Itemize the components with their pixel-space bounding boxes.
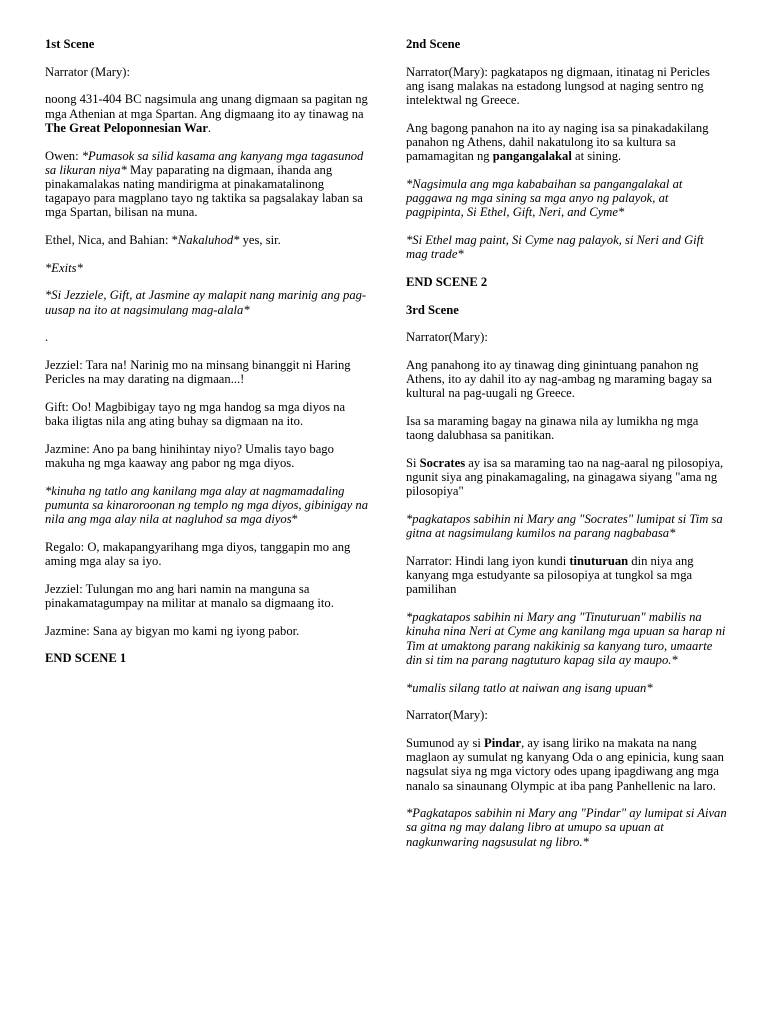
- bold-text: tinuturuan: [569, 554, 629, 569]
- paragraph: Regalo: O, makapangyarihang mga diyos, tanggapin mo ang aming mga alay sa iyo.: [45, 539, 351, 569]
- bold-text: pangangalakal: [492, 149, 572, 164]
- text-span: ay isa sa maraming tao na nag-aaral ng pilosopiya, ngunit siya ang pinakamagaling, na ginagawa siyang "ama ng pilosopiya": [406, 456, 724, 499]
- stage-direction: [406, 610, 728, 667]
- text-span: noong 431-404 BC nagsimula ang unang digmaan sa pagitan ng mga Athenian at mga Spartan. Ang digmaang ito ay tinawag na: [45, 92, 368, 121]
- italic-text: *kinuha ng tatlo ang kanilang mga alay at nagmamadaling pumunta sa kinaroroonan ng templo ng mga diyos, gibinigay na nila ang mga alay nila at nagluhod sa mga diyos: [45, 483, 368, 527]
- paragraph: Jazmine: Ano pa bang hinihintay niyo? Umalis tayo bago makuha ng mga kaaway ang pabor ng mga diyos.: [45, 441, 334, 471]
- text-span: Owen:: [45, 148, 82, 163]
- narrator-heading: Narrator (Mary):: [45, 64, 130, 79]
- italic-text: *umalis silang tatlo at naiwan ang isang upuan*: [406, 680, 653, 695]
- italic-text: *Si Jezziele, Gift, at Jasmine ay malapit nang marinig ang pag-uusap na ito at nagsimulang mag-alala*: [45, 288, 367, 317]
- text-span: at sining.: [571, 149, 622, 164]
- italic-text: *Si Ethel mag paint, Si Cyme nag palayok, si Neri and Gift mag trade*: [406, 233, 704, 262]
- paragraph: [406, 736, 728, 793]
- paragraph: Ang panahong ito ay tinawag ding ginintuang panahon ng Athens, ito ay dahil ito ay nag-ambag ng maraming bagay sa kultural na pag-uugali ng Greece.: [406, 358, 713, 401]
- text-span: .: [207, 120, 212, 135]
- scene-1-title: [45, 37, 368, 51]
- scene-3-title: [406, 303, 728, 317]
- stage-direction: [45, 484, 368, 527]
- paragraph: Isa sa maraming bagay na ginawa nila ay lumikha ng mga taong dalubhasa sa panitikan.: [406, 414, 699, 443]
- italic-text: Nakaluhod*: [177, 233, 240, 248]
- text-span: Ang bagong panahon na ito ay naging isa sa pinakadakilang panahon ng Athens, dahil nakatulong ito sa kultura sa pamamagitan ng: [406, 120, 709, 164]
- italic-text: *pagkatapos sabihin ni Mary ang "Socrates" lumipat si Tim sa gitna at nagsimulang kumilos na parang nagbabasa*: [406, 512, 723, 541]
- paragraph: [406, 554, 728, 597]
- stage-direction: [406, 681, 728, 695]
- bold-text: Pindar: [484, 735, 522, 750]
- paragraph: [406, 121, 728, 164]
- italic-text: *pagkatapos sabihin ni Mary ang "Tinuturuan" mabilis na kinuha nina Neri at Cyme ang kanilang mga upuan sa harap ni Tim at umaktong parang nakikinig sa kanyang turo, umaarte din si tim na parang nagtuturo kapag sila ay maupo.*: [406, 610, 726, 667]
- text-span: May paparating na digmaan, ihanda ang pinakamalakas nating mandirigma at pinakamatalinong tagapayo para magplano tayo ng taktika sa pagsalakay laban sa mga Spartan, bilisan na muna.: [45, 162, 363, 220]
- bold-text: END SCENE 2: [406, 274, 488, 289]
- paragraph: [45, 92, 368, 135]
- text-span: *: [291, 512, 298, 527]
- paragraph: [45, 149, 368, 220]
- bold-text: The Great Peloponnesian War: [45, 120, 208, 135]
- narrator-heading: Narrator(Mary):: [406, 708, 488, 723]
- text-span: , ay isang liriko na makata na nang maglaon ay sumulat ng kanyang Oda o ang epinicia, kung saan nagsulat siya ng mga victory odes upang ipagdiwang ang mga nanalo sa sinaunang Olympic at iba pang Panhellenic na laro.: [406, 735, 724, 793]
- italic-text: *Nagsimula ang mga kababaihan sa pangangalakal at paggawa ng mga sining sa mga anyo ng palayok, at pagpipinta, Si Ethel, Gift, Neri, and Cyme*: [406, 176, 683, 220]
- stage-direction: [45, 261, 368, 275]
- italic-text: *Exits*: [45, 260, 83, 275]
- stage-direction: [406, 512, 728, 540]
- italic-text: *Pumasok sa silid kasama ang kanyang mga tagasunod sa likuran niya*: [45, 148, 364, 177]
- end-scene-2: [406, 275, 728, 289]
- paragraph: Jezziel: Tara na! Narinig mo na minsang binanggit ni Haring Pericles na may darating na digmaan...!: [45, 358, 351, 387]
- right-column: [406, 37, 728, 862]
- narrator-heading: Narrator(Mary):: [406, 330, 488, 345]
- paragraph: Gift: Oo! Magbibigay tayo ng mga handog sa mga diyos na baka iligtas nila ang ating buhay sa digmaan na ito.: [45, 399, 346, 429]
- paragraph: .: [45, 330, 49, 345]
- stage-direction: [406, 233, 728, 261]
- scene-title-text: 2nd Scene: [406, 37, 461, 51]
- bold-text: END SCENE 1: [45, 651, 127, 666]
- scene-title-text: 3rd Scene: [406, 302, 459, 317]
- paragraph: [406, 456, 728, 499]
- paragraph: Jezziel: Tulungan mo ang hari namin na manguna sa pinakamatagumpay na militar at manalo sa digmaang ito.: [45, 581, 334, 610]
- scene-title-text: 1st Scene: [45, 37, 95, 51]
- paragraph: Narrator(Mary): pagkatapos ng digmaan, itinatag ni Pericles ang isang malakas na estadong lungsod at naging sentro ng intelektwal ng Greece.: [406, 64, 710, 108]
- paragraph: [45, 233, 368, 247]
- italic-text: *Pagkatapos sabihin ni Mary ang "Pindar" ay lumipat si Aivan sa gitna ng may dalang libro at umupo sa upuan at nagkunwaring nagsusulat ng libro.*: [406, 806, 727, 849]
- end-scene-1: [45, 651, 368, 665]
- stage-direction: [406, 806, 728, 849]
- text-span: Ethel, Nica, and Bahian: *: [45, 233, 178, 248]
- left-column: [45, 37, 368, 679]
- text-span: din niya ang kanyang mga estudyante sa pilosopiya at tungkol sa mga pamilihan: [406, 554, 694, 597]
- text-span: Narrator: Hindi lang iyon kundi: [406, 554, 570, 569]
- text-span: Sumunod ay si: [406, 735, 485, 750]
- paragraph: Jazmine: Sana ay bigyan mo kami ng iyong pabor.: [45, 623, 300, 638]
- text-span: yes, sir.: [239, 233, 281, 248]
- bold-text: Socrates: [419, 456, 466, 471]
- stage-direction: [406, 177, 728, 220]
- text-span: Si: [406, 456, 420, 471]
- stage-direction: [45, 288, 368, 316]
- scene-2-title: [406, 37, 728, 51]
